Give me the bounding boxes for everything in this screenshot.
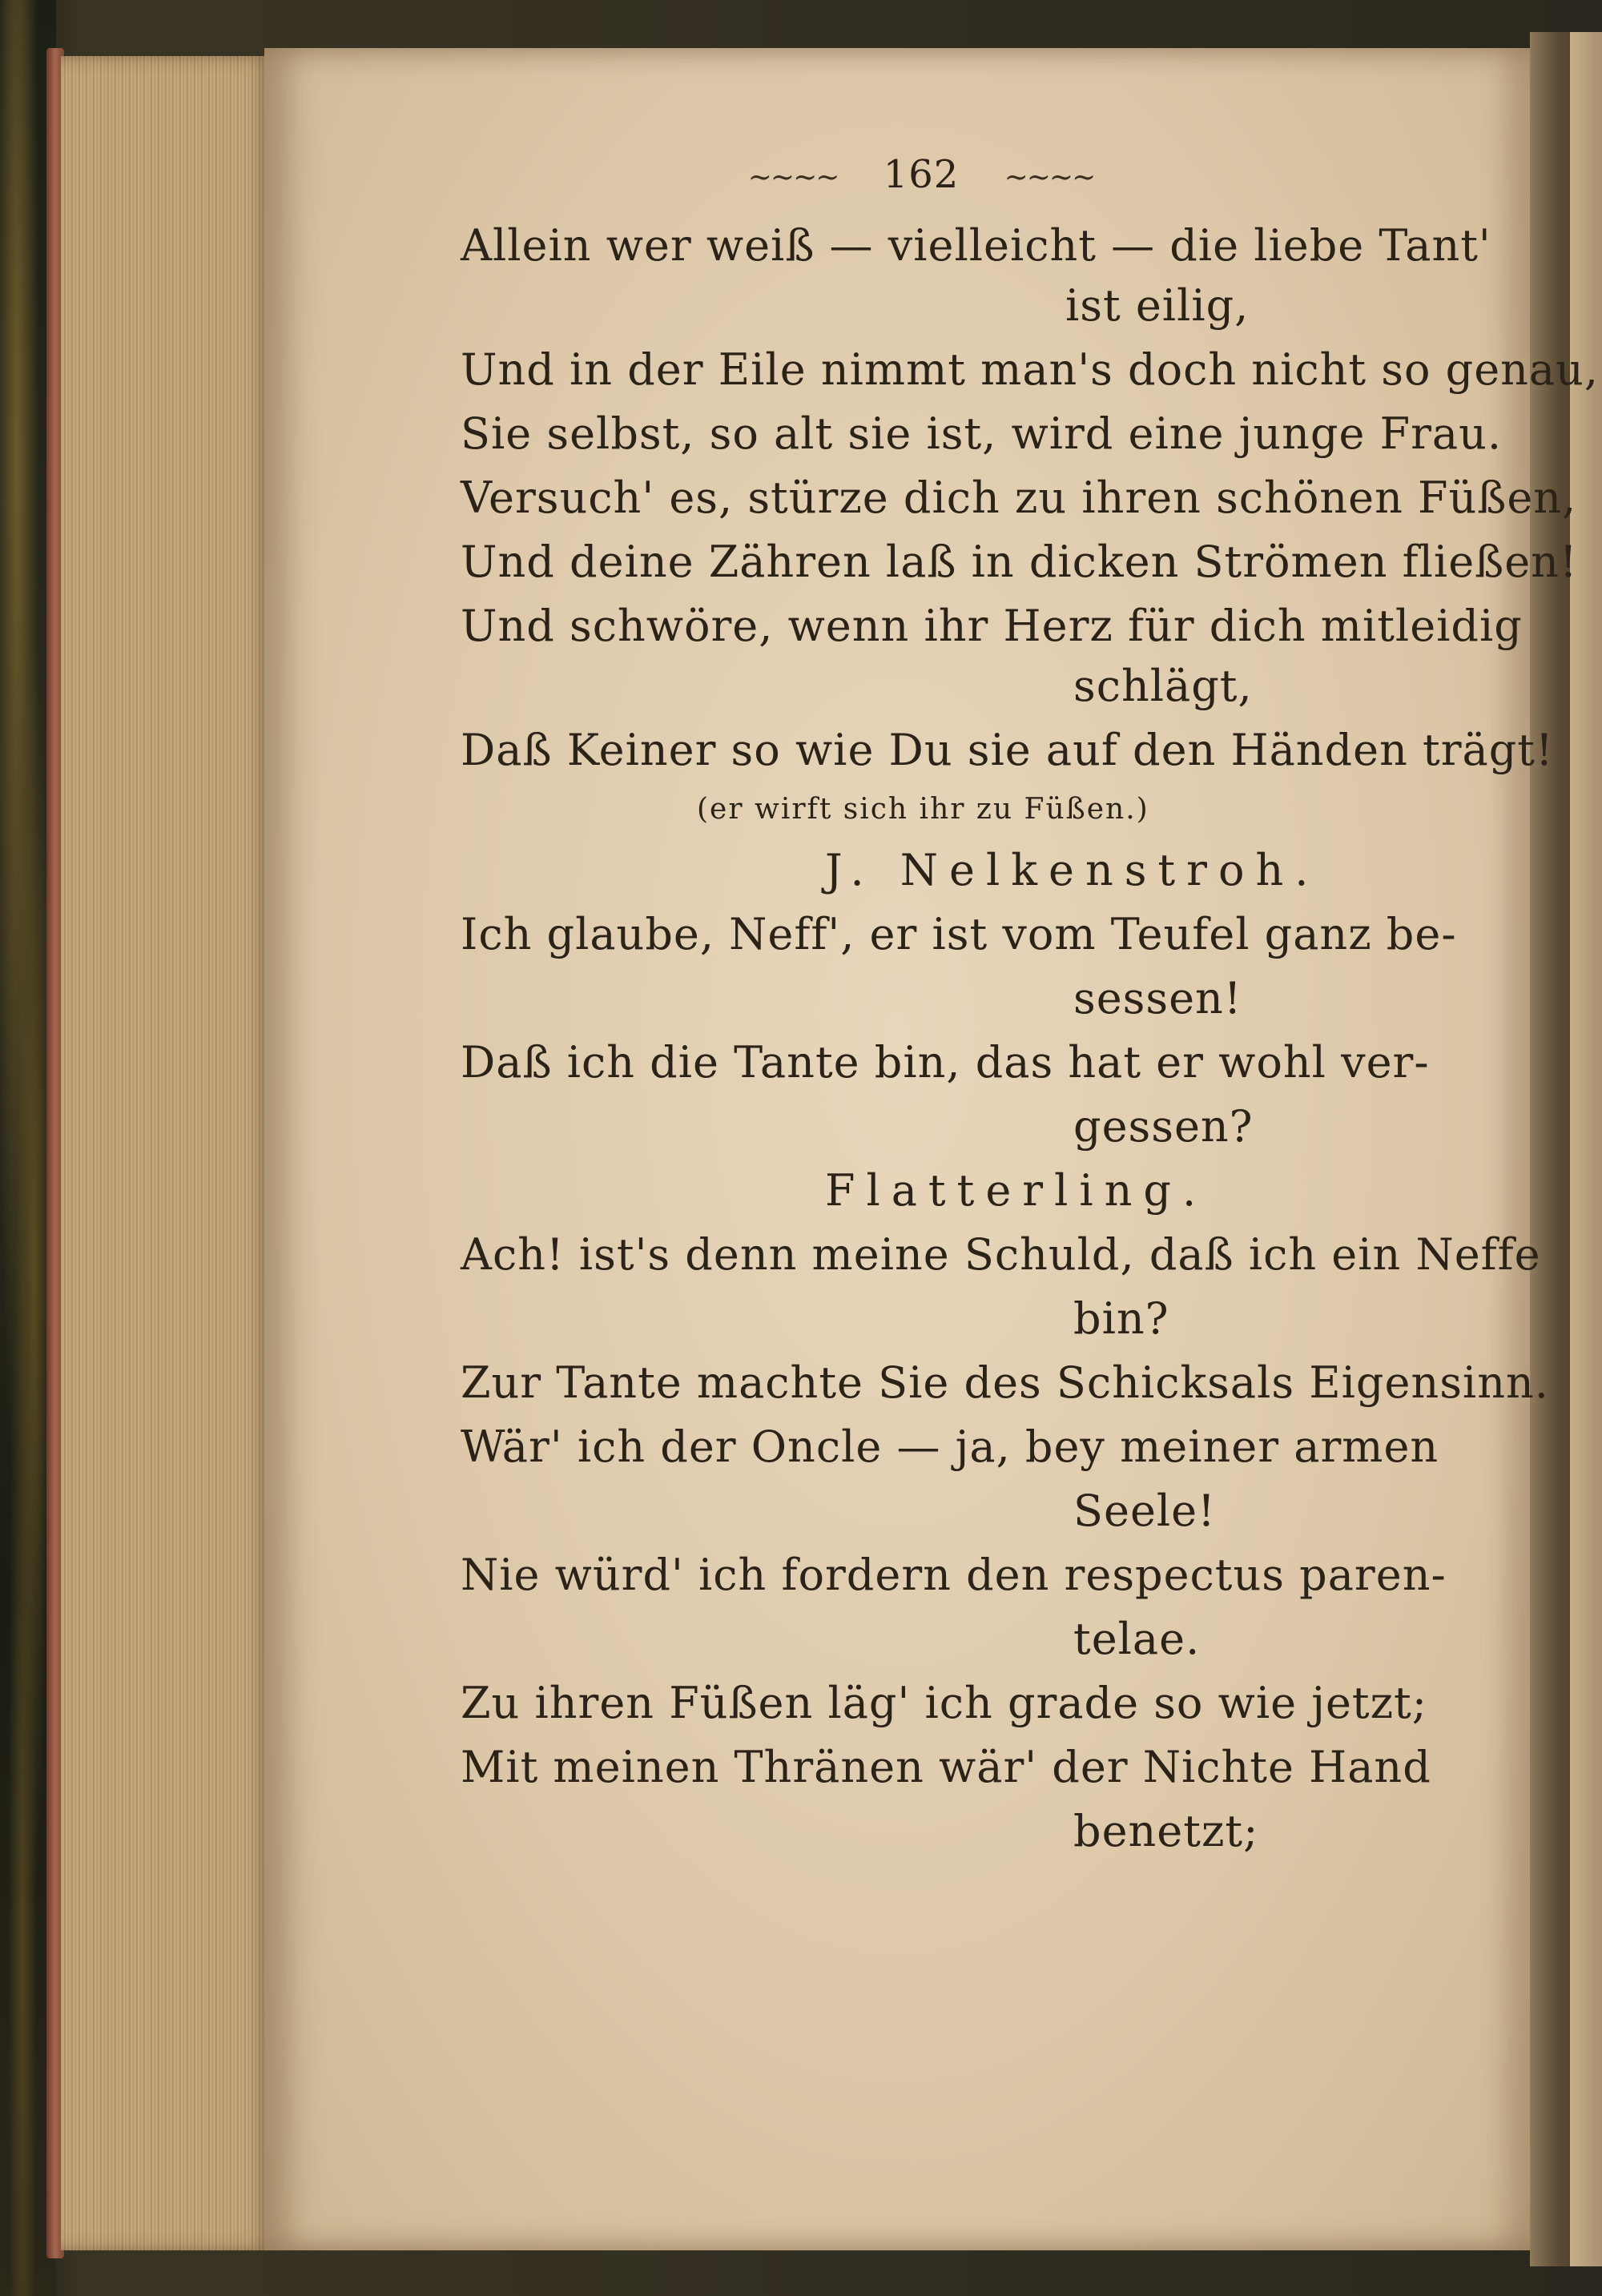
ornament-right: ~~~~ (1004, 161, 1095, 194)
page-stack-edges (61, 56, 277, 2250)
verse-line: Wär' ich der Oncle — ja, bey meiner armen (461, 1421, 1439, 1472)
verse-line: Nie würd' ich fordern den respectus paren- (461, 1550, 1447, 1600)
verse-line: Zu ihren Füßen läg' ich grade so wie jetzt; (461, 1678, 1427, 1728)
verse-line: Zur Tante machte Sie des Schicksals Eigensinn. (461, 1357, 1549, 1408)
verse-line: Ach! ist's denn meine Schuld, daß ich ein Neffe (461, 1229, 1541, 1280)
verse-line: Mit meinen Thränen wär' der Nichte Hand (461, 1742, 1431, 1792)
page-number: 162 (883, 152, 960, 197)
verse-line: Daß Keiner so wie Du sie auf den Händen trägt! (461, 725, 1554, 775)
verse-line: Und schwöre, wenn ihr Herz für dich mitleidig (461, 601, 1523, 651)
book-page (264, 48, 1600, 2250)
verse-continuation: bin? (1073, 1293, 1169, 1344)
ornament-left: ~~~~ (747, 161, 839, 194)
verse-line: Und in der Eile nimmt man's doch nicht so genau, (461, 344, 1600, 395)
verse-line: Ich glaube, Neff', er ist vom Teufel ganz be- (461, 909, 1457, 959)
verse-continuation: benetzt; (1073, 1806, 1259, 1856)
verse-line: Daß ich die Tante bin, das hat er wohl ver- (461, 1037, 1430, 1088)
verse-line: Allein wer weiß — vielleicht — die liebe Tant' (461, 220, 1491, 271)
verse-continuation: telae. (1073, 1614, 1201, 1664)
speaker-name: Flatterling. (825, 1165, 1208, 1216)
speaker-name: J. Nelkenstroh. (825, 845, 1320, 895)
verse-line: Versuch' es, stürze dich zu ihren schönen Füßen, (461, 472, 1577, 523)
verse-continuation: ist eilig, (1065, 280, 1250, 331)
verse-continuation: schlägt, (1073, 661, 1253, 711)
verse-continuation: gessen? (1073, 1101, 1254, 1152)
stage-direction: (er wirft sich ihr zu Füßen.) (697, 793, 1149, 826)
verse-continuation: sessen! (1073, 973, 1242, 1023)
verse-line: Sie selbst, so alt sie ist, wird eine junge Frau. (461, 408, 1503, 459)
verse-line: Und deine Zähren laß in dicken Strömen fließen! (461, 537, 1578, 587)
verse-continuation: Seele! (1073, 1486, 1216, 1536)
page-header (697, 152, 1145, 197)
